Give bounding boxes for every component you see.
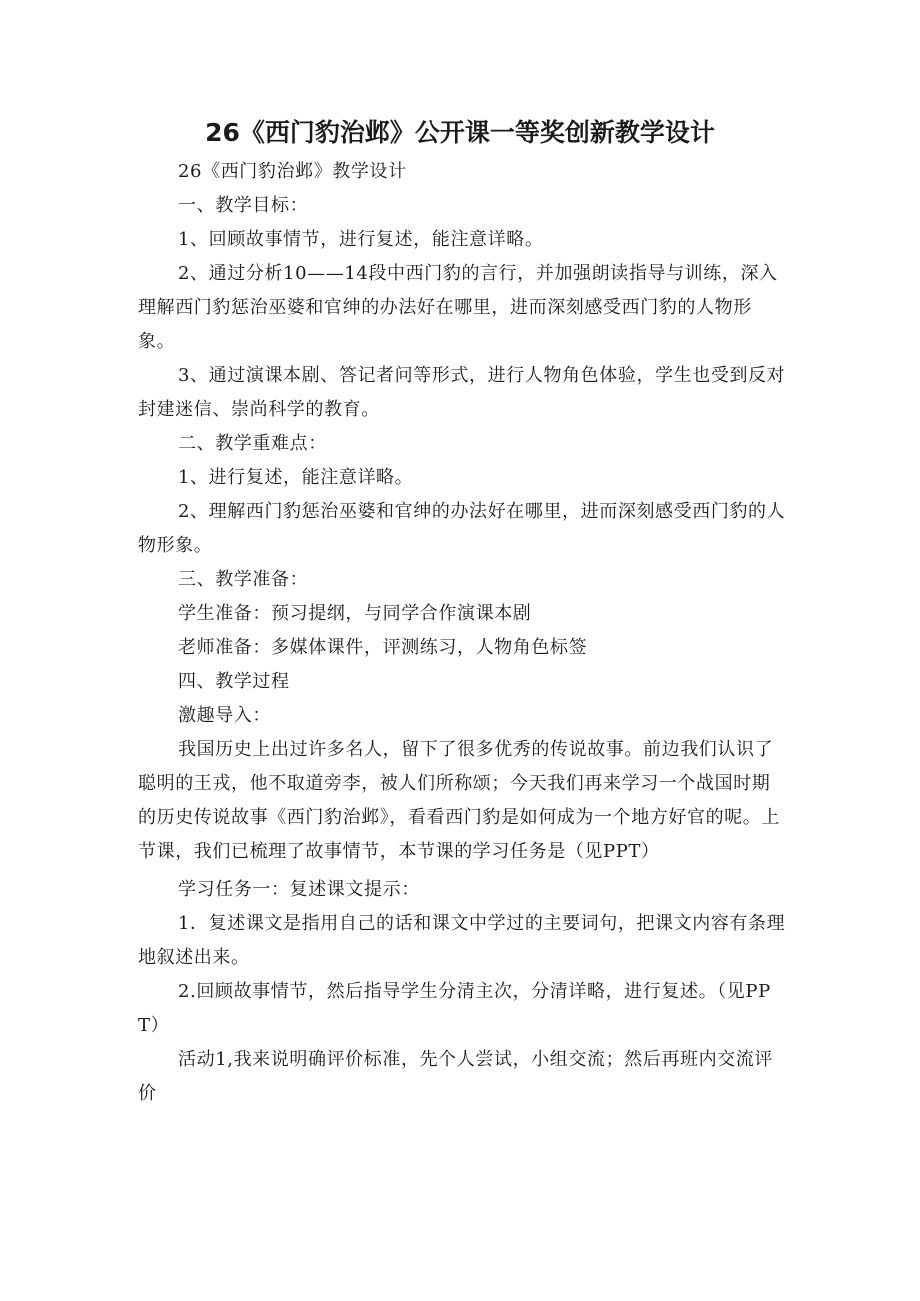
paragraph-task-1-point-2: 2.回顾故事情节，然后指导学生分清主次，分清详略，进行复述。（见PPT） xyxy=(138,981,771,1036)
paragraph-key-point-1: 1、进行复述，能注意详略。 xyxy=(178,467,414,488)
paragraph-teacher-prep: 老师准备：多媒体课件，评测练习，人物角色标签 xyxy=(178,637,588,658)
heading-teaching-goals: 一、教学目标： xyxy=(178,195,309,216)
paragraph-activity-1: 活动1,我来说明确评价标准，先个人尝试，小组交流；然后再班内交流评价 xyxy=(138,1049,773,1104)
paragraph-intro-text: 我国历史上出过许多名人，留下了很多优秀的传说故事。前边我们认识了聪明的王戎，他不取道旁李，被人们所称颂；今天我们再来学习一个战国时期的历史传说故事《西门豹治邺》，看看西门豹是如何成为一个地方好官的呢。上节课，我们已梳理了故事情节，本节课的学习任务是（见PPT） xyxy=(138,739,780,862)
paragraph-goal-3: 3、通过演课本剧、答记者问等形式，进行人物角色体验，学生也受到反对封建迷信、崇尚科学的教育。 xyxy=(138,365,786,420)
heading-preparation: 三、教学准备： xyxy=(178,569,309,590)
paragraph-student-prep: 学生准备：预习提纲，与同学合作演课本剧 xyxy=(178,603,532,624)
paragraph-goal-2: 2、通过分析10——14段中西门豹的言行，并加强朗读指导与训练，深入理解西门豹惩治巫婆和官绅的办法好在哪里，进而深刻感受西门豹的人物形象。 xyxy=(138,263,778,352)
heading-key-points: 二、教学重难点： xyxy=(178,433,327,454)
paragraph-key-point-2: 2、理解西门豹惩治巫婆和官绅的办法好在哪里，进而深刻感受西门豹的人物形象。 xyxy=(138,501,786,556)
heading-task-1: 学习任务一：复述课文提示： xyxy=(178,879,420,900)
paragraph-goal-1: 1、回顾故事情节，进行复述，能注意详略。 xyxy=(178,229,544,250)
document-body xyxy=(138,155,788,1111)
heading-intro: 激趣导入： xyxy=(178,705,271,726)
document-title: 26《西门豹治邺》公开课一等奖创新教学设计 xyxy=(205,118,715,147)
heading-teaching-process: 四、教学过程 xyxy=(178,671,290,692)
paragraph-task-1-point-1: 1．复述课文是指用自己的话和课文中学过的主要词句，把课文内容有条理地叙述出来。 xyxy=(138,913,786,968)
paragraph-lesson-title: 26《西门豹治邺》教学设计 xyxy=(178,161,407,182)
